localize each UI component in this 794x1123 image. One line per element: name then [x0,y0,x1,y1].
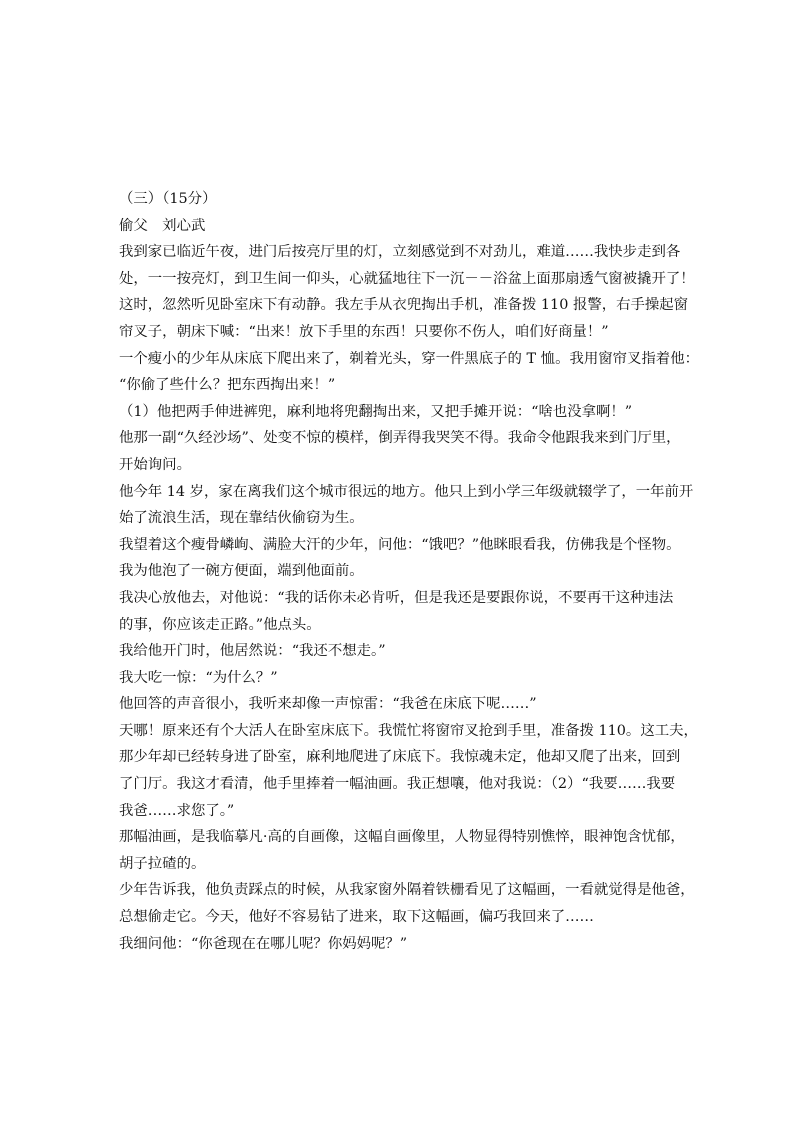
text-line: 始了流浪生活，现在靠结伙偷窃为生。 [119,510,364,527]
text-line: 我给他开门时，他居然说：“我还不想走。” [119,643,386,660]
text-line: 一个瘦小的少年从床底下爬出来了，剃着光头，穿一件黑底子的 T 恤。我用窗帘叉指着他： [119,350,699,367]
section-heading: （三）（15分） [119,191,217,207]
text-line: 胡子拉碴的。 [119,855,206,872]
text-line: 那幅油画，是我临摹凡·高的自画像，这幅自画像里，人物显得特别憔悴，眼神饱含忧郁， [119,829,685,846]
text-line: 了门厅。我这才看清，他手里捧着一幅油画。我正想嚷，他对我说：（2）“我要……我要 [119,776,676,793]
text-line: “你偷了些什么？把东西掏出来！” [119,377,336,394]
text-line: 我为他泡了一碗方便面，端到他面前。 [119,563,364,580]
text-line: 他回答的声音很小，我听来却像一声惊雷：“我爸在床底下呢……” [119,696,537,713]
text-line: 少年告诉我，他负责踩点的时候，从我家窗外隔着铁栅看见了这幅画，一看就觉得是他爸， [119,882,695,899]
text-line: 那少年却已经转身进了卧室，麻利地爬进了床底下。我惊魂未定，他却又爬了出来，回到 [119,749,681,766]
text-line: 我决心放他去，对他说：“我的话你未必肯听，但是我还是要跟你说，不要再干这种违法 [119,589,674,606]
text-line: 我爸……求您了。” [119,802,235,819]
text-line: 他那一副“久经沙场”、处变不惊的模样，倒弄得我哭笑不得。我命令他跟我来到门厅里， [119,430,681,447]
text-line: 总想偷走它。今天，他好不容易钻了进来，取下这幅画，偏巧我回来了…… [119,909,594,926]
text-line: 我望着这个瘦骨嶙峋、满脸大汗的少年，问他：“饿吧？”他眯眼看我，仿佛我是个怪物。 [119,536,681,553]
text-line: 这时，忽然听见卧室床下有动静。我左手从衣兜掏出手机，准备拨 110 报警，右手操起窗 [119,297,689,314]
text-line: 他今年 14 岁，家在离我们这个城市很远的地方。他只上到小学三年级就辍学了，一年前开 [119,483,694,500]
article-title-author: 偷父 刘心武 [119,217,206,234]
text-line: 天哪！原来还有个大活人在卧室床底下。我慌忙将窗帘叉抢到手里，准备拨 110。这工夫， [119,722,698,739]
text-line: 我细问他：“你爸现在在哪儿呢？你妈妈呢？” [119,935,408,952]
text-line: 开始询问。 [119,456,191,473]
text-line: （1）他把两手伸进裤兜，麻利地将兜翻掏出来，又把手摊开说：“啥也没拿啊！” [119,403,633,420]
text-line: 处，一一按亮灯，到卫生间一仰头，心就猛地往下一沉－－浴盆上面那扇透气窗被撬开了！ [119,270,695,287]
article-body [119,186,699,957]
text-line: 帘叉子，朝床下喊：“出来！放下手里的东西！只要你不伤人，咱们好商量！” [119,323,609,340]
text-line: 的事，你应该走正路。”他点头。 [119,616,321,633]
text-line: 我到家已临近午夜，进门后按亮厅里的灯，立刻感觉到不对劲儿，难道……我快步走到各 [119,244,681,261]
text-line: 我大吃一惊：“为什么？” [119,669,278,686]
